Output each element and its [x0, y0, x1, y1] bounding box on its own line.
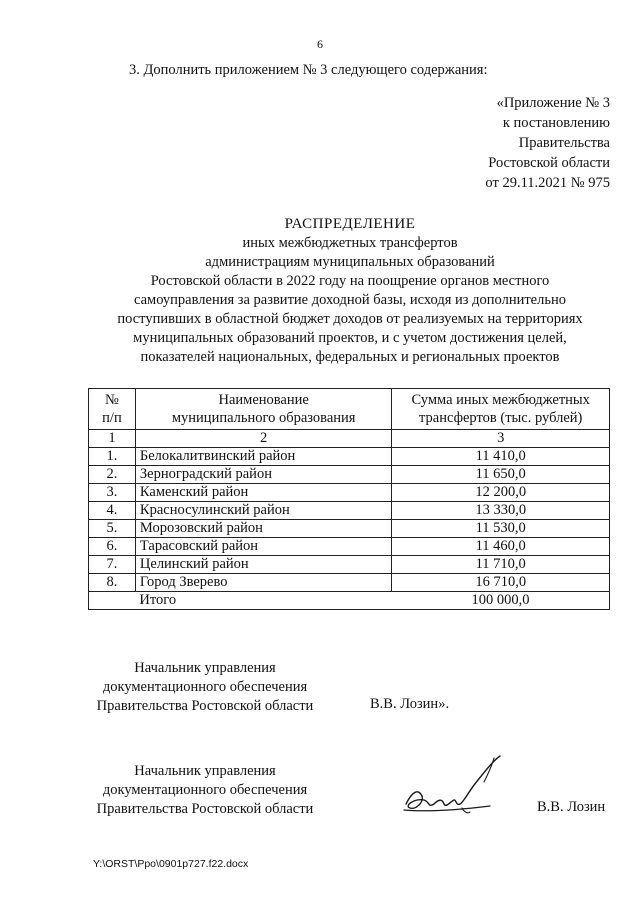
row-number: 2.: [89, 466, 136, 484]
table-row: [89, 502, 610, 520]
appendix-line: от 29.11.2021 № 975: [485, 175, 610, 191]
row-number: 7.: [89, 556, 136, 574]
title-line: иных межбюджетных трансфертов: [242, 235, 458, 251]
appendix-line: Правительства: [518, 135, 610, 151]
header-sum-line: Сумма иных межбюджетных: [411, 392, 590, 408]
appendix-line: к постановлению: [502, 115, 610, 131]
row-number: 5.: [89, 520, 136, 538]
transfer-sum: 16 710,0: [392, 574, 610, 592]
table-row: [89, 538, 610, 556]
table-row: [89, 484, 610, 502]
column-index: 3: [392, 430, 610, 448]
table-total-row: [89, 592, 610, 610]
handwritten-signature: [398, 752, 510, 822]
signatory-title-line: документационного обеспечения: [102, 782, 308, 798]
appendix-reference: [400, 93, 610, 193]
row-number: 1.: [89, 448, 136, 466]
signatory-title-line: документационного обеспечения: [102, 679, 308, 695]
transfer-sum: 11 410,0: [392, 448, 610, 466]
appendix-line: Ростовской области: [488, 155, 610, 171]
table-row: [89, 574, 610, 592]
transfer-sum: 13 330,0: [392, 502, 610, 520]
transfer-sum: 12 200,0: [392, 484, 610, 502]
signatory-title-line: Правительства Ростовской области: [96, 801, 314, 817]
title-line: администрациям муниципальных образований: [205, 254, 495, 270]
table-row: [89, 448, 610, 466]
signatory-title-line: Начальник управления: [134, 763, 276, 779]
header-number-line: №: [105, 392, 119, 408]
municipality-name: Красносулинский район: [135, 502, 392, 520]
transfer-sum: 11 710,0: [392, 556, 610, 574]
total-sum: 100 000,0: [392, 592, 610, 610]
header-sum-line: трансфертов (тыс. рублей): [419, 410, 583, 426]
signatory-title-line: Правительства Ростовской области: [96, 698, 314, 714]
municipality-name: Зерноградский район: [135, 466, 392, 484]
transfer-sum: 11 650,0: [392, 466, 610, 484]
header-number-line: п/п: [102, 410, 122, 426]
municipality-name: Морозовский район: [135, 520, 392, 538]
title-line: муниципальных образований проектов, и с учетом достижения целей,: [133, 330, 567, 346]
row-number: 4.: [89, 502, 136, 520]
total-label: Итого: [135, 592, 392, 610]
signatory-1-name: В.В. Лозин».: [370, 696, 450, 712]
signatory-2-title: [80, 762, 330, 819]
header-sum: [392, 389, 610, 430]
title-line: поступивших в областной бюджет доходов от реализуемых на территориях: [117, 311, 583, 327]
transfer-sum: 11 460,0: [392, 538, 610, 556]
municipality-name: Город Зверево: [135, 574, 392, 592]
file-path-footer: Y:\ORST\Ppo\0901p727.f22.docx: [93, 858, 249, 870]
row-number: 3.: [89, 484, 136, 502]
signatory-1-title: [80, 659, 330, 716]
column-index: 1: [89, 430, 136, 448]
column-index-row: [89, 430, 610, 448]
table-row: [89, 556, 610, 574]
signatory-2-name: В.В. Лозин: [537, 799, 606, 815]
title-line: Ростовской области в 2022 году на поощрение органов местного: [150, 273, 550, 289]
header-number: [89, 389, 136, 430]
appendix-line: «Приложение № 3: [496, 95, 610, 111]
page-number: 6: [317, 37, 323, 51]
document-title: [60, 215, 640, 367]
municipality-name: Каменский район: [135, 484, 392, 502]
title-line: показателей национальных, федеральных и региональных проектов: [140, 349, 560, 365]
municipality-name: Тарасовский район: [135, 538, 392, 556]
row-number: 6.: [89, 538, 136, 556]
header-name-line: муниципального образования: [171, 410, 356, 426]
municipality-name: Белокалитвинский район: [135, 448, 392, 466]
table-row: [89, 520, 610, 538]
title-heading: РАСПРЕДЕЛЕНИЕ: [284, 216, 416, 232]
title-line: самоуправления за развитие доходной базы, исходя из дополнительно: [134, 292, 566, 308]
table-row: [89, 466, 610, 484]
column-index: 2: [135, 430, 392, 448]
total-empty-cell: [89, 592, 136, 610]
row-number: 8.: [89, 574, 136, 592]
transfer-sum: 11 530,0: [392, 520, 610, 538]
amendment-item-text: 3. Дополнить приложением № 3 следующего содержания:: [129, 62, 488, 78]
header-name-line: Наименование: [218, 392, 309, 408]
header-name: [135, 389, 392, 430]
distribution-table: [88, 388, 610, 610]
signatory-title-line: Начальник управления: [134, 660, 276, 676]
municipality-name: Целинский район: [135, 556, 392, 574]
table-header-row: [89, 389, 610, 430]
